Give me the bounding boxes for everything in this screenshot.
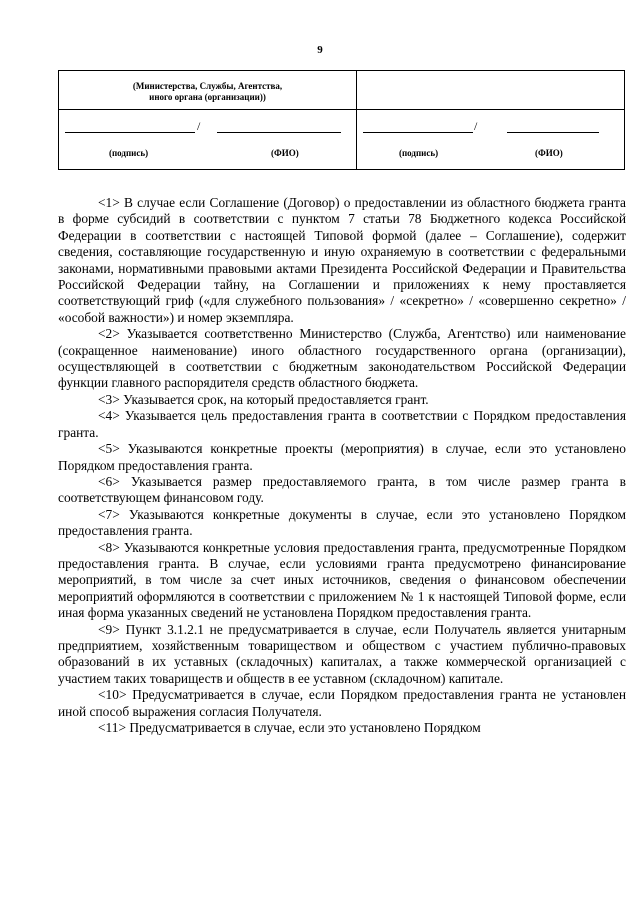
footnote-7: <7> Указываются конкретные документы в случае, если это установлено Порядком предоставления гранта.: [58, 506, 626, 539]
signature-cell-right: [357, 110, 625, 170]
org-cell-left: [59, 71, 357, 110]
footnote-1: <1> В случае если Соглашение (Договор) о предоставлении из областного бюджета гранта в форме субсидий в соответствии с пунктом 7 статьи 78 Бюджетного кодекса Российской Федерации в соответствии с настоящей Типовой формой (далее – Соглашение), содержит сведения, составляющие государственную и иную охраняемую в соответствии с федеральными законами, нормативными правовыми актами Президента Российской Федерации и Правительства Российской Федерации тайну, на Соглашении и приложениях к нему проставляется соответствующий гриф («для служебного пользования» / «секретно» / «совершенно секретно» / «особой важности») и номер экземпляра.: [58, 195, 626, 325]
org-label: [59, 71, 356, 109]
footnote-5: <5> Указываются конкретные проекты (мероприятия) в случае, если это установлено Порядком предоставления гранта.: [58, 441, 626, 473]
org-label-line-2: иного органа (организации)): [149, 92, 266, 102]
signature-line-right: [363, 132, 473, 133]
signature-slash-right: /: [474, 119, 478, 133]
org-cell-right: [357, 71, 625, 110]
signature-cell-left: [59, 110, 357, 170]
footnote-6: <6> Указывается размер предоставляемого гранта, в том числе размер гранта в соответствующем финансовом году.: [58, 473, 626, 506]
footnote-8: <8> Указываются конкретные условия предоставления гранта, предусмотренные Порядком предоставления гранта. В случае, если условиями гранта предусмотрено финансирование мероприятий, в том числе за счет иных источников, сведения о финансовом обеспечении мероприятий оформляются в соответствии с приложением № 1 к настоящей Типовой форме, если иная форма указанных сведений не установлена Порядком предоставления гранта.: [58, 539, 626, 621]
signature-caption-left: (подпись): [109, 148, 149, 158]
signature-table: [58, 70, 625, 170]
name-line-left: [217, 132, 341, 133]
footnote-9: <9> Пункт 3.1.2.1 не предусматривается в случае, если Получатель является унитарным предприятием, хозяйственным товариществом и обществом с участием публично-правовых образований в их уставных (складочных) капиталах, а также коммерческой организацией с участием таких товариществ и обществ в ее уставном (складочном) капитале.: [58, 621, 626, 686]
name-caption-right: (ФИО): [535, 148, 563, 158]
name-line-right: [507, 132, 599, 133]
signature-slash-left: /: [197, 119, 201, 133]
signature-caption-right: (подпись): [399, 148, 439, 158]
footnote-11: <11> Предусматривается в случае, если это установлено Порядком: [98, 720, 481, 735]
footnote-3: <3> Указывается срок, на который предоставляется грант.: [98, 391, 429, 407]
name-caption-left: (ФИО): [271, 148, 299, 158]
footnote-4: <4> Указывается цель предоставления гранта в соответствии с Порядком предоставления гранта.: [58, 408, 626, 440]
page-number: 9: [317, 44, 323, 56]
footnote-10: <10> Предусматривается в случае, если Порядком предоставления гранта не установлен иной способ выражения согласия Получателя.: [58, 687, 626, 719]
footnotes-body: [58, 195, 626, 736]
org-label-line-1: (Министерства, Службы, Агентства,: [132, 81, 283, 91]
signature-line-left: [65, 132, 195, 133]
footnote-2: <2> Указывается соответственно Министерство (Служба, Агентство) или наименование (сокращенное наименование) иного областного государственного органа (организации), осуществляющей в соответствии с бюджетным законодательством Российской Федерации функции главного распорядителя средств областного бюджета.: [58, 326, 626, 391]
